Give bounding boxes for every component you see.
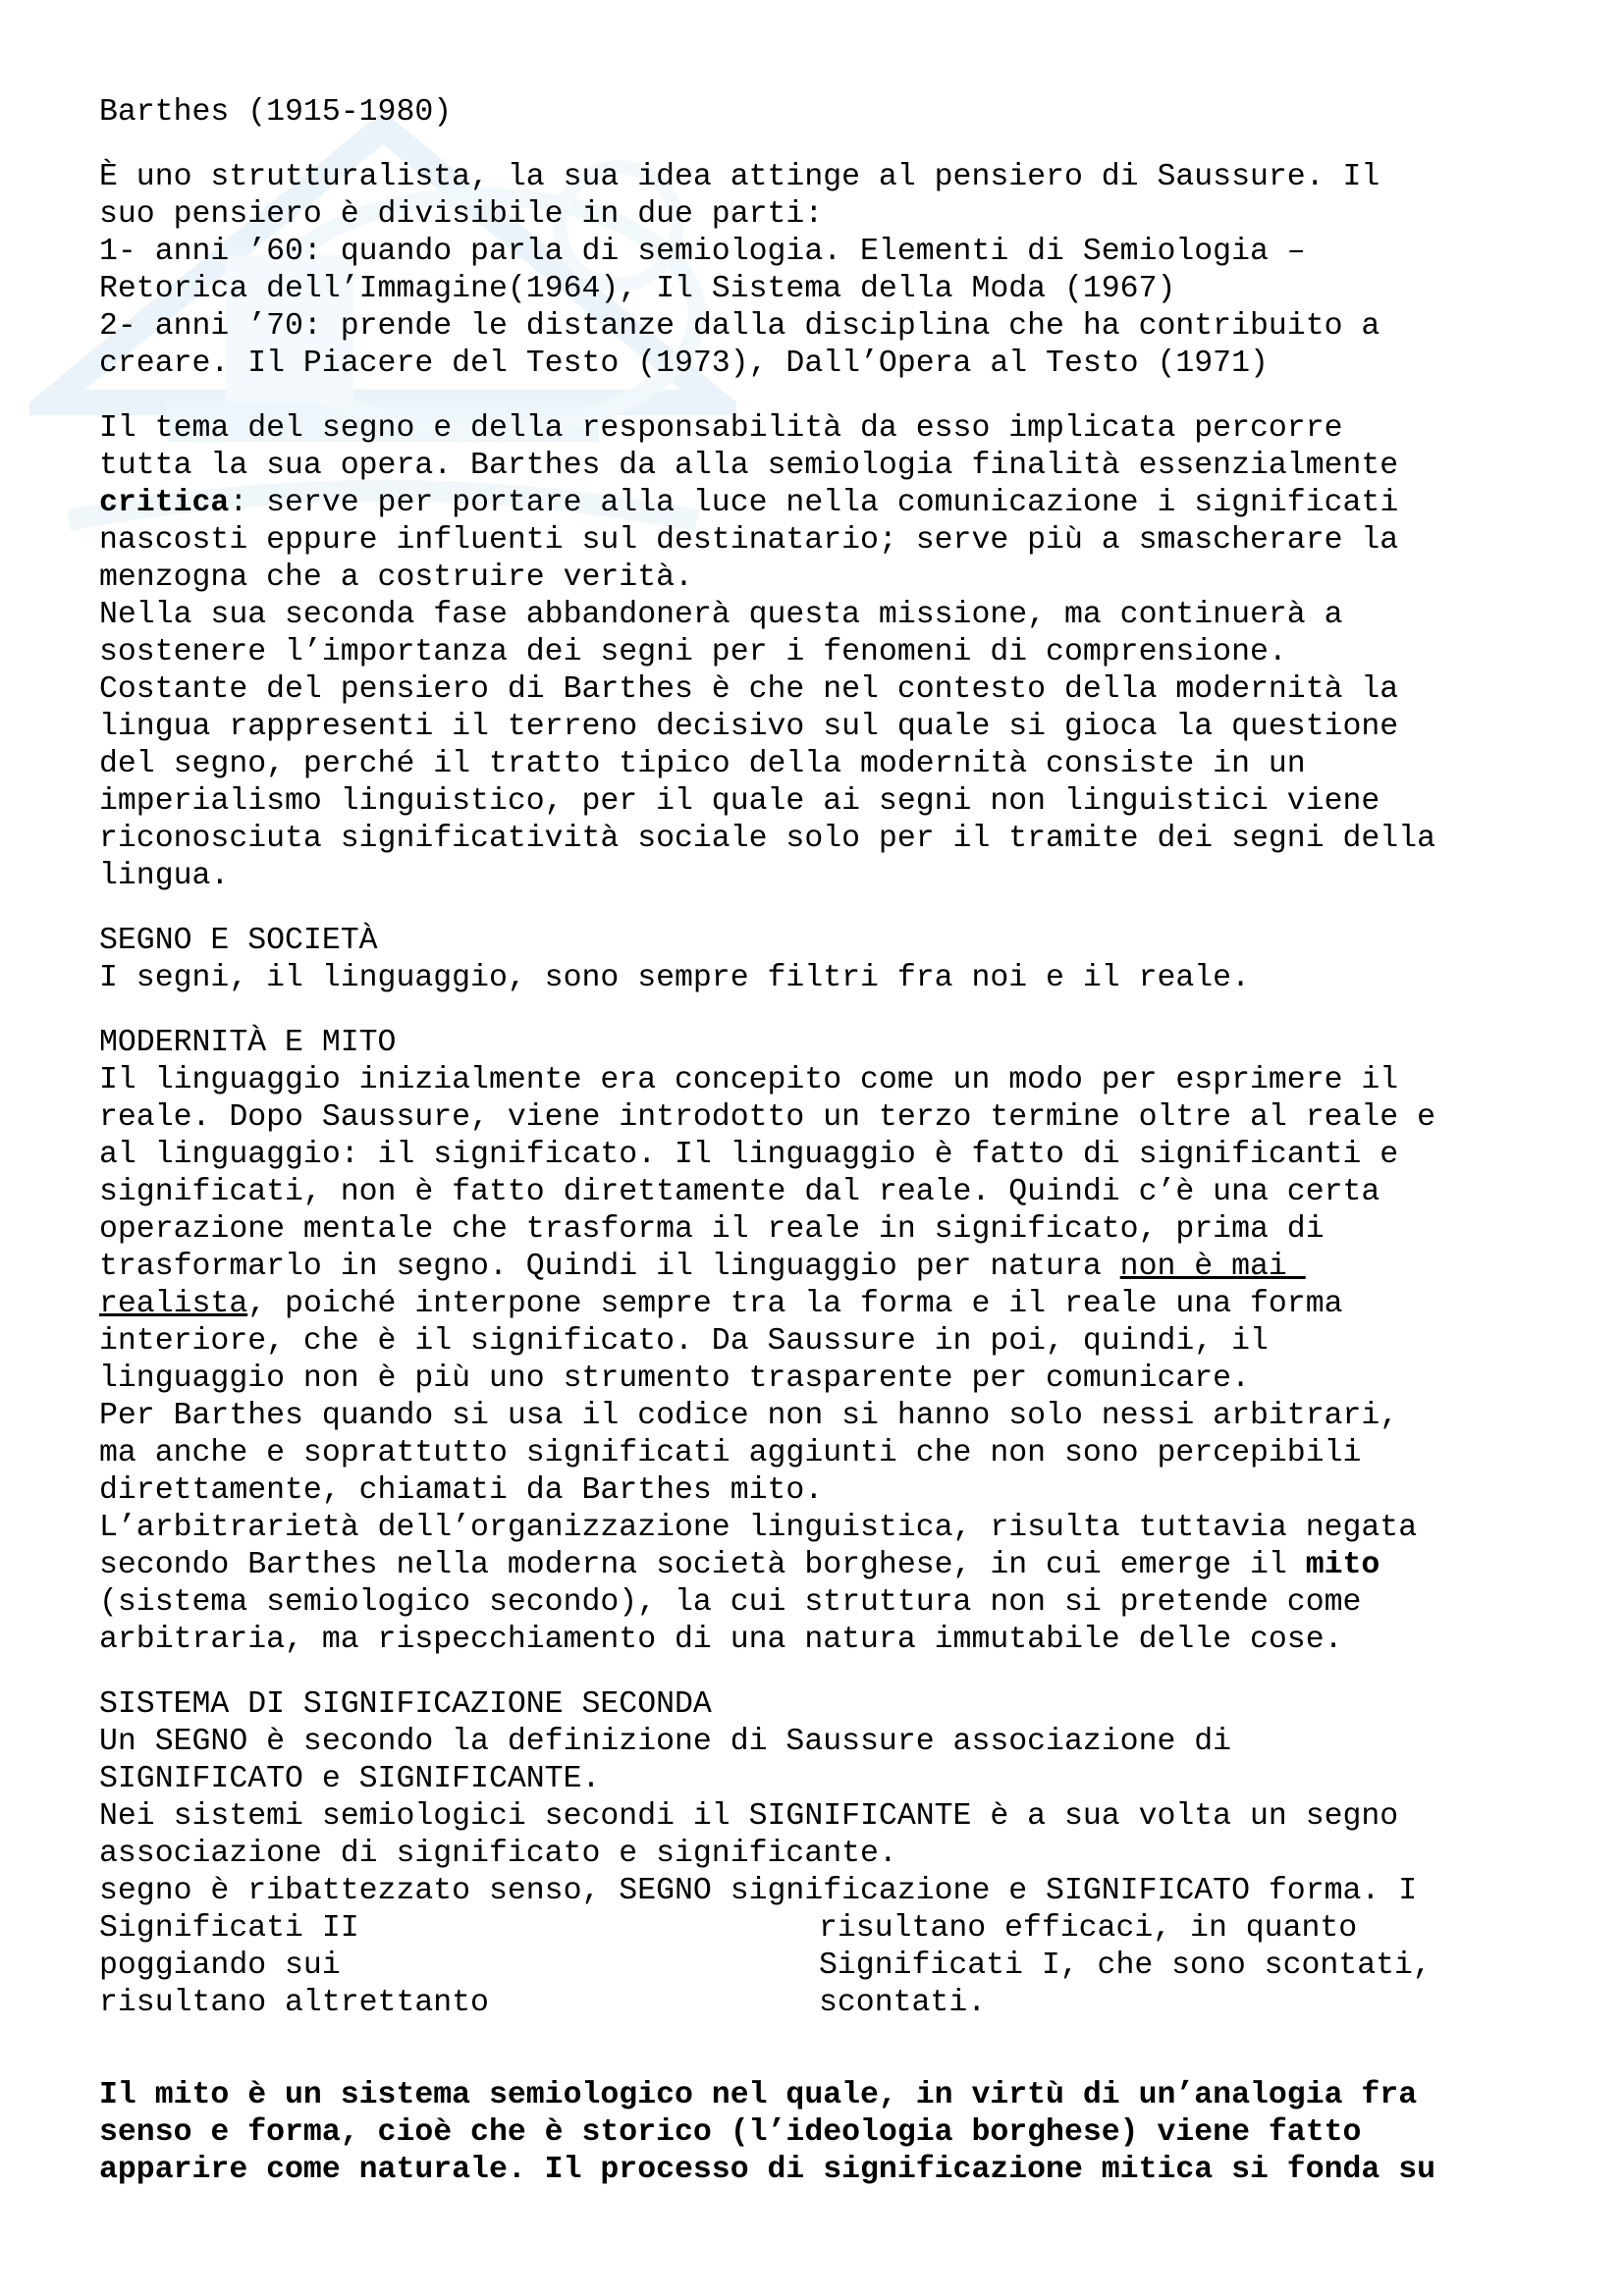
theme-paragraph (99, 410, 1552, 895)
text-line: del segno, perché il tratto tipico della modernità consiste in un (99, 747, 1306, 781)
text-span: secondo Barthes nella moderna società borghese, in cui emerge il (99, 1548, 1306, 1582)
text-line (99, 1286, 1552, 1323)
text-line: lingua rappresenti il terreno decisivo sul quale si gioca la questione (99, 710, 1399, 744)
text-line: segno è ribattezzato senso, SEGNO significazione e SIGNIFICATO forma. I (99, 1874, 1418, 1908)
text-line: ma anche e soprattutto significati aggiunti che non sono percepibili (99, 1436, 1362, 1470)
left-column-text: poggiando sui (99, 1949, 341, 1983)
text-line: associazione di significato e significante. (99, 1837, 897, 1871)
text-line: Il tema del segno e della responsabilità da esso implicata percorre (99, 411, 1343, 446)
text-line: Retorica dell’Immagine(1964), Il Sistema della Moda (1967) (99, 272, 1176, 306)
text-line: arbitraria, ma rispecchiamento di una natura immutabile delle cose. (99, 1623, 1343, 1657)
bold-term: critica (99, 486, 230, 520)
underlined-term: non è mai (1119, 1250, 1306, 1284)
text-line: linguaggio non è più uno strumento trasparente per comunicare. (99, 1362, 1250, 1396)
section-heading: MODERNITÀ E MITO (99, 1026, 397, 1060)
two-column-row (99, 1948, 1552, 1985)
text-line: tutta la sua opera. Barthes da alla semiologia finalità essenzialmente (99, 449, 1399, 483)
text-line: reale. Dopo Saussure, viene introdotto un terzo termine oltre al reale e (99, 1100, 1436, 1135)
underlined-term: realista (99, 1287, 248, 1321)
left-column-text: risultano altrettanto (99, 1986, 489, 2020)
text-line: 1- anni ’60: quando parla di semiologia. Elementi di Semiologia – (99, 235, 1306, 269)
section-segno-societa (99, 923, 1552, 997)
text-line: Il mito è un sistema semiologico nel quale, in virtù di un’analogia fra (99, 2078, 1418, 2112)
text-line: Per Barthes quando si usa il codice non si hanno solo nessi arbitrari, (99, 1399, 1399, 1433)
text-line (99, 1547, 1552, 1584)
text-span: , poiché interpone sempre tra la forma e il reale una forma (247, 1287, 1343, 1321)
text-line: Nei sistemi semiologici secondi il SIGNIFICANTE è a sua volta un segno (99, 1799, 1399, 1834)
text-line: creare. Il Piacere del Testo (1973), Dall’Opera al Testo (1971) (99, 347, 1269, 381)
text-line: sostenere l’importanza dei segni per i fenomeni di comprensione. (99, 635, 1287, 669)
section-heading: SISTEMA DI SIGNIFICAZIONE SECONDA (99, 1687, 712, 1722)
two-column-row (99, 1985, 1552, 2022)
text-line (99, 1249, 1552, 1286)
text-line: direttamente, chiamati da Barthes mito. (99, 1473, 824, 1508)
text-line: È uno strutturalista, la sua idea attinge al pensiero di Saussure. Il (99, 160, 1380, 194)
left-column-text: Significati II (99, 1911, 359, 1946)
text-line: suo pensiero è divisibile in due parti: (99, 197, 824, 232)
text-line: nascosti eppure influenti sul destinatario; serve più a smascherare la (99, 523, 1399, 558)
text-line: operazione mentale che trasforma il reale in significato, prima di (99, 1212, 1325, 1247)
text-line: I segni, il linguaggio, sono sempre filtri fra noi e il reale. (99, 961, 1250, 995)
document-title: Barthes (1915-1980) (99, 95, 453, 130)
text-line: menzogna che a costruire verità. (99, 561, 693, 595)
text-line: SIGNIFICATO e SIGNIFICANTE. (99, 1762, 601, 1796)
text-line (99, 485, 1552, 522)
text-line: Nella sua seconda fase abbandonerà questa missione, ma continuerà a (99, 598, 1343, 632)
text-line: Costante del pensiero di Barthes è che nel contesto della modernità la (99, 672, 1399, 707)
text-line: senso e forma, cioè che è storico (l’ideologia borghese) viene fatto (99, 2115, 1362, 2150)
text-span: : serve per portare alla luce nella comunicazione i significati (229, 486, 1399, 520)
text-line: (sistema semiologico secondo), la cui struttura non si pretende come (99, 1585, 1362, 1620)
right-column-text: scontati. (819, 1986, 987, 2020)
text-line: interiore, che è il significato. Da Saussure in poi, quindi, il (99, 1324, 1269, 1359)
two-column-row (99, 1910, 1552, 1948)
text-line: riconosciuta significatività sociale solo per il tramite dei segni della (99, 822, 1436, 856)
right-column-text: risultano efficaci, in quanto (819, 1911, 1358, 1946)
right-column-text: Significati I, che sono scontati, (819, 1949, 1432, 1983)
intro-paragraph (99, 159, 1552, 383)
section-heading: SEGNO E SOCIETÀ (99, 924, 378, 958)
text-line: Un SEGNO è secondo la definizione di Saussure associazione di (99, 1725, 1232, 1759)
text-line: al linguaggio: il significato. Il linguaggio è fatto di significanti e (99, 1138, 1399, 1172)
text-line: L’arbitrarietà dell’organizzazione linguistica, risulta tuttavia negata (99, 1511, 1418, 1545)
text-line: lingua. (99, 859, 230, 893)
closing-bold-paragraph (99, 2077, 1552, 2189)
section-sistema-significazione (99, 1686, 1552, 2022)
text-line: Il linguaggio inizialmente era concepito come un modo per esprimere il (99, 1063, 1399, 1097)
document-body (99, 94, 1552, 2189)
text-line: significati, non è fatto direttamente dal reale. Quindi c’è una certa (99, 1175, 1380, 1209)
text-line: apparire come naturale. Il processo di significazione mitica si fonda su (99, 2153, 1436, 2187)
text-line: imperialismo linguistico, per il quale ai segni non linguistici viene (99, 784, 1380, 819)
text-line: 2- anni ’70: prende le distanze dalla disciplina che ha contribuito a (99, 309, 1380, 344)
bold-term: mito (1305, 1548, 1380, 1582)
section-modernita-mito (99, 1025, 1552, 1659)
text-span: trasformarlo in segno. Quindi il linguaggio per natura (99, 1250, 1120, 1284)
